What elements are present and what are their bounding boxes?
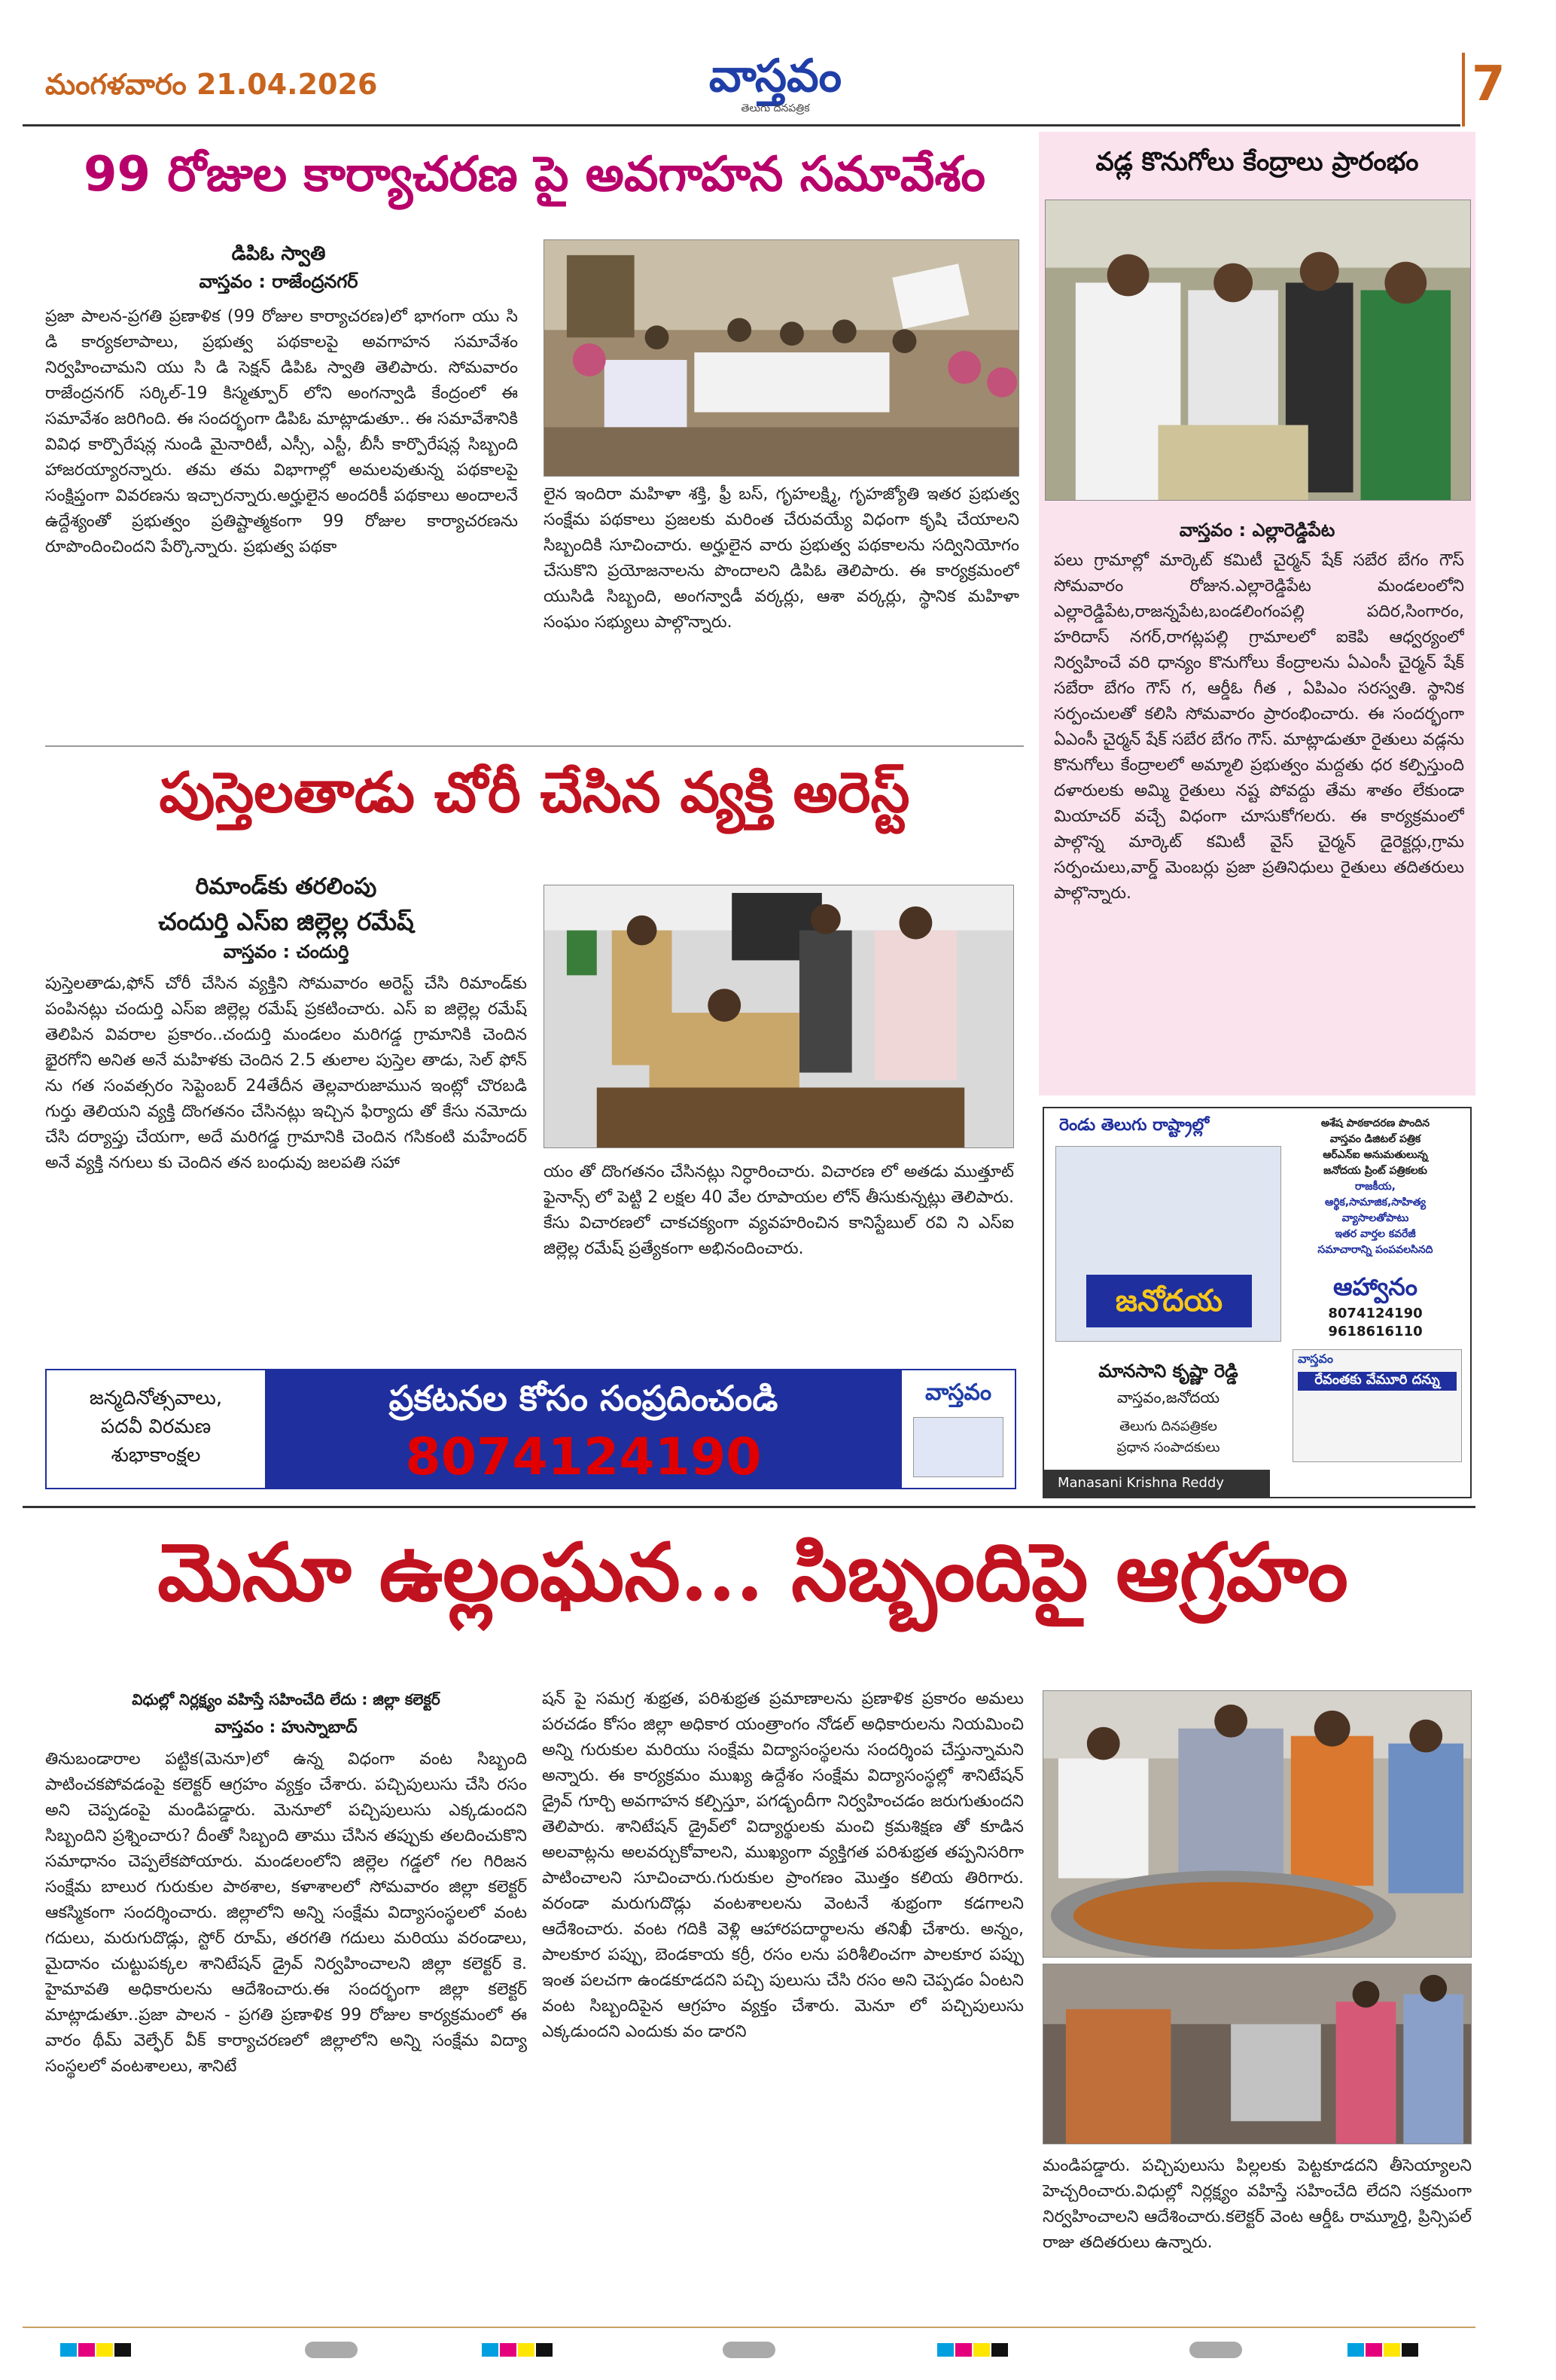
ad-box-line-3: వాస్తవం డిజిటల్ పత్రిక [1329, 1133, 1421, 1145]
story2-photo [1045, 200, 1471, 501]
ad-box-footer: Manasani Krishna Reddy [1044, 1470, 1270, 1497]
ad-box-line-9: ఇతర వార్తల కవరేజీ [1335, 1228, 1416, 1240]
color-registration-strip-2 [482, 2343, 554, 2360]
story2-dateline: వాస్తవం : ఎల్లారెడ్డిపేట [1179, 520, 1335, 541]
ad-banner-logo: వాస్తవం [924, 1379, 992, 1406]
ad-box-editor-name: మానసాని కృష్ణా రెడ్డి [1098, 1361, 1238, 1382]
story4-photo-2 [1043, 1964, 1472, 2144]
ad-banner-left-line-2: పదవీ విరమణ [100, 1416, 212, 1438]
story1-column-2: లైన ఇందిరా మహిళా శక్తి, ఫ్రీ బస్, గృహలక్ష్మి, గృహజ్యోతి ఇతర ప్రభుత్వ సంక్షేమ పథకాలు ప్రజలకు మరింత చేరువయ్యే విధంగా కృషి చేయాలని సిబ్బందికి సూచించారు. అర్హులైన వారు ప్రభుత్వ పథకాలను సద్వినియోగం చేసుకొని ప్రయోజనాలను పొందాలని డిపిఓ తెలిపారు. ఈ కార్యక్రమంలో యుసిడి సిబ్బంది, అంగన్వాడీ వర్కర్లు, ఆశా వర్కర్లు, స్థానిక మహిళా సంఘం సభ్యులు పాల్గొన్నారు. [544, 485, 1019, 632]
story3-headline: పుస్తెలతాడు చోరీ చేసిన వ్యక్తి అరెస్ట్ [159, 760, 910, 825]
ad-box-newspaper-collage [1055, 1146, 1281, 1342]
ad-box-editor-role-2: ప్రధాన సంపాదకులు [1116, 1440, 1220, 1455]
color-registration-strip-4 [1347, 2343, 1420, 2360]
registration-target-1 [305, 2342, 358, 2358]
story3-column-1: పుస్తెలతాడు,ఫోన్ చోరీ చేసిన వ్యక్తిని సోమవారం అరెస్ట్ చేసి రిమాండ్‌కు పంపినట్లు చందుర్తి ఎస్ఐ జిల్లెల్ల రమేష్ ప్రకటించారు. ఎస్ ఐ జిల్లెల్ల రమేష్ తెలిపిన వివరాల ప్రకారం..చందుర్తి మండలం మరిగడ్డ గ్రామానికి చెందిన భైరగోని అనిత అనే మహిళకు చెందిన 2.5 తులాల పుస్తెల తాడు, సెల్ ఫోన్ ను గత సంవత్సరం సెప్టెంబర్ 24తేదీన తెల్లవారుజామున ఇంట్లో చొరబడి గుర్తు తెలియని వ్యక్తి దొంగతనం చేసినట్లు ఇచ్చిన ఫిర్యాదు తో కేసు నమోదు చేసి దర్యాప్తు చేయగా, అదే మరిగడ్డ గ్రామానికి చెందిన గసికంటి మహేందర్ అనే వ్యక్తి నగులు కు చెందిన తన బంధువు జలపతి సహా [45, 974, 527, 1172]
color-registration-strip-1 [60, 2343, 132, 2360]
ad-box-line-6: రాజకీయ, [1355, 1181, 1396, 1193]
story3-column-2: యం తో దొంగతనం చేసినట్లు నిర్ధారించారు. విచారణ లో అతడు ముత్తూట్ ఫైనాన్స్ లో పెట్టి 2 లక్షల 40 వేల రూపాయల లోన్ తీసుకున్నట్లు తెలిపారు. కేసు విచారణలో చాకచక్యంగా వ్యవహరించిన కానిస్టేబుల్ రవి ని ఎస్ఐ జిల్లెల్ల రమేష్ ప్రత్యేకంగా అభినందించారు. [544, 1163, 1014, 1258]
story2-body: పలు గ్రామాల్లో మార్కెట్ కమిటీ చైర్మన్ షేక్ సబేర బేగం గౌస్ సోమవారం రోజున.ఎల్లారెడ్డిపేట మండలంలోని ఎల్లారెడ్డిపేట,రాజన్నపేట,బండలింగంపల్లి పదిర,సింగారం, హరిదాస్ నగర్,రాగట్లపల్లి గ్రామాలలో ఐకెపి ఆధ్వర్యంలో నిర్వహించే వరి ధాన్యం కొనుగోలు కేంద్రాలను ఏఎంసీ చైర్మన్ షేక్ సబేరా బేగం గౌస్ గ, ఆర్డీఓ గీత , ఏపిఎం సరస్వతి. స్థానిక సర్పంచులతో కలిసి సోమవారం ప్రారంభించారు. ఈ సందర్భంగా ఏఎంసీ చైర్మన్ షేక్ సబేర బేగం గౌస్. మాట్లాడుతూ రైతులు వడ్లను కొనుగోలు కేంద్రాలలో అమ్మాలి ప్రభుత్వం మద్దతు ధర కల్పిస్తుంది దళారులకు అమ్మి రైతులు నష్ట పోవద్దు తేమ శాతం లేకుండా మియాచర్ వచ్చే విధంగా చూసుకోగలరు. ఈ కార్యక్రమంలో పాల్గొన్న మార్కెట్ కమిటీ వైస్ చైర్మన్ డైరెక్టర్లు,గ్రామ సర్పంచులు,వార్డ్ మెంబర్లు ప్రజా ప్రతినిధులు రైతులు తదితరులు పాల్గొన్నారు. [1054, 551, 1464, 903]
ad-box-side-title: రేవంతకు వేమూరి దన్ను [1298, 1372, 1457, 1391]
ad-box-janodaya-logo: జనోదయ [1086, 1275, 1252, 1327]
story1-bottom-rule [45, 745, 1024, 747]
story1-dateline: వాస్తవం : రాజేంద్రనగర్ [199, 271, 358, 292]
header-rule [23, 124, 1460, 126]
story1-column-1: ప్రజా పాలన-ప్రగతి ప్రణాళిక (99 రోజుల కార్యాచరణ)లో భాగంగా యు సి డి కార్యకలాపాలు, ప్రభుత్వ పథకాలపై అవగాహన సమావేశం నిర్వహించామని యు సి డి సెక్షన్ డిపిఓ స్వాతి తెలిపారు. సోమవారం రాజేంద్రనగర్ సర్కిల్-19 కిస్మత్పూర్ లోని అంగన్వాడి కేంద్రంలో ఈ సమావేశం జరిగింది. ఈ సందర్భంగా డిపిఓ మాట్లాడుతూ.. ఈ సమావేశానికి వివిధ కార్పొరేషన్ల నుండి మైనారిటీ, ఎస్సీ, ఎస్టీ, బీసీ కార్పొరేషన్ల సిబ్బంది హాజరయ్యారన్నారు. తమ తమ విభాగాల్లో అమలవుతున్న పథకాలపై సంక్షిప్తంగా వివరణను ఇచ్చారన్నారు.అర్హులైన అందరికీ పథకాలు అందాలనే ఉద్దేశ్యంతో ప్రభుత్వం ప్రతిష్టాత్మకంగా 99 రోజుల కార్యాచరణను రూపొందించిందని పేర్కొన్నారు. ప్రభుత్వ పథకా [45, 307, 518, 556]
ad-banner-logo-box [902, 1370, 1015, 1488]
ad-box-line-1: రెండు తెలుగు రాష్ట్రాల్లో [1059, 1116, 1210, 1135]
story4-dateline: వాస్తవం : హుస్నాబాద్ [215, 1718, 358, 1737]
registration-target-3 [1189, 2342, 1242, 2358]
story3-photo [544, 885, 1014, 1148]
story4-headline: మెనూ ఉల్లంఘన... సిబ్బందిపై ఆగ్రహం [157, 1525, 1348, 1619]
masthead-tagline: తెలుగు దినపత్రిక [741, 102, 810, 114]
ad-box-line-4: ఆర్ఎన్ఐ అనుమతులున్న [1323, 1149, 1428, 1161]
ad-box-line-10: సమాచారాన్ని పంపవలసినది [1317, 1244, 1433, 1256]
story4-column-2: షన్ పై సమగ్ర శుభ్రత, పరిశుభ్రత ప్రమాణాలను ప్రణాళిక ప్రకారం అమలు పరచడం కోసం జిల్లా అధికార యంత్రాంగం నోడల్ అధికారులను నియమించి అన్ని గురుకుల మరియు సంక్షేమ విద్యాసంస్థలను సందర్శింప చేస్తున్నామని అన్నారు. ఈ కార్యక్రమం ముఖ్య ఉద్దేశం సంక్షేమ విద్యాసంస్థల్లో శానిటేషన్ డ్రైవ్ గూర్చి అవగాహన కల్పిస్తూ, పగడ్బందీగా నిర్వహించడం జరుగుతుందని తెలిపారు. శానిటేషన్ డ్రైవ్‌లో విద్యార్థులకు మంచి క్రమశిక్షణ తో కూడిన అలవాట్లను అలవర్చుకోవాలని, ముఖ్యంగా వ్యక్తిగత పరిశుభ్రత తప్పనిసరిగా పాటించాలని సూచించారు.గురుకుల ప్రాంగణం మొత్తం కలియ తిరిగారు. వరండా మరుగుదొడ్లు వంటశాలలను వెంటనే శుభ్రంగా కడగాలని ఆదేశించారు. వంట గదికి వెళ్లి ఆహారపదార్థాలను తనిఖీ చేశారు. అన్నం, పాలకూర పప్పు, బెండకాయ కర్రీ, రసం లను పరిశీలించగా పాలకూర పప్పు ఇంత పలచగా ఉండకూడదని పచ్చి పులుసు చేసి రసం అని చెప్పడం ఏంటని వంట సిబ్బందిపైన ఆగ్రహం వ్యక్తం చేశారు. మెనూ లో పచ్చిపులుసు ఎక్కడుందని ఎందుకు వం డారని [542, 1690, 1024, 2041]
ad-box [1043, 1107, 1472, 1498]
masthead-logo: వాస్తవం [708, 50, 842, 102]
ad-banner-title: ప్రకటనల కోసం సంప్రదించండి [388, 1378, 778, 1419]
color-registration-strip-3 [937, 2343, 1009, 2360]
ad-box-right-copy [1285, 1116, 1466, 1258]
ad-banner-main [265, 1370, 902, 1488]
ad-banner-left-line-1: జన్మదినోత్సవాలు, [89, 1387, 223, 1409]
registration-target-2 [723, 2342, 775, 2358]
story3-subhead-2: చందుర్తి ఎస్ఐ జిల్లెల్ల రమేష్ [158, 907, 414, 936]
footer-rule [23, 2327, 1475, 2328]
ad-box-line-2: అశేష పాఠకాదరణ పొందిన [1320, 1117, 1430, 1129]
ad-banner-left-line-3: శుభాకాంక్షల [111, 1444, 201, 1467]
page-date: మంగళవారం 21.04.2026 [45, 68, 378, 101]
ad-box-invite: ఆహ్వానం [1333, 1272, 1417, 1301]
ad-box-line-8: వ్యాసాలతోపాటు [1341, 1212, 1409, 1224]
story1-headline: 99 రోజుల కార్యాచరణ పై అవగాహన సమావేశం [84, 147, 985, 203]
ad-box-line-7: ఆర్థిక,సామాజిక,సాహిత్య [1325, 1196, 1426, 1208]
ad-banner-left [47, 1370, 265, 1488]
mid-page-rule [23, 1506, 1475, 1508]
ad-box-side-clip [1293, 1349, 1462, 1462]
masthead [678, 50, 873, 125]
story2-headline: వడ్ల కొనుగోలు కేంద్రాలు ప్రారంభం [1095, 147, 1419, 177]
ad-box-editor-org: వాస్తవం,జనోదయ [1116, 1388, 1220, 1406]
ad-box-side-logo: వాస్తవం [1298, 1352, 1333, 1366]
story1-photo [544, 239, 1019, 477]
story4-column-3: మండిపడ్డారు. పచ్చిపులుసు పిల్లలకు పెట్టకూడదని తీసెయ్యాలని హెచ్చరించారు.విధుల్లో నిర్లక్ష్యం వహిస్తే సహించేది లేదని సక్రమంగా నిర్వహించాలని ఆదేశించారు.కలెక్టర్ వెంట ఆర్డీఓ రామ్మూర్తి, ప్రిన్సిపల్ రాజు తదితరులు ఉన్నారు. [1043, 2156, 1472, 2252]
ad-box-phone-1: 8074124190 [1328, 1306, 1423, 1321]
ad-banner-thumbnail [913, 1417, 1003, 1477]
ad-box-editor-role-1: తెలుగు దినపత్రికల [1119, 1419, 1217, 1434]
page-number: 7 [1472, 56, 1506, 112]
ad-banner-phone: 8074124190 [405, 1428, 762, 1487]
ad-box-phone-2: 9618616110 [1328, 1324, 1423, 1339]
page-number-divider [1462, 53, 1465, 126]
ad-box-line-5: జనోదయ ప్రింట్ పత్రికలకు [1323, 1165, 1427, 1177]
story3-dateline: వాస్తవం : చందుర్తి [223, 941, 349, 962]
story4-column-1: తినుబండారాల పట్టిక(మెనూ)లో ఉన్న విధంగా వంట సిబ్బంది పాటించకపోవడంపై కలెక్టర్ ఆగ్రహం వ్యక్తం చేశారు. పచ్చిపులుసు చేసి రసం అని చెప్పడంపై మండిపడ్డారు. మెనూలో పచ్చిపులుసు ఎక్కడుందని సిబ్బందిని ప్రశ్నించారు? దీంతో సిబ్బంది తాము చేసిన తప్పుకు తలదించుకొని సమాధానం చెప్పలేకపోయారు. మండలంలోని జిల్లెల గడ్డలో గల గిరిజన సంక్షేమ బాలుర గురుకుల పాఠశాల, కళాశాలలో సోమవారం జిల్లా కలెక్టర్ ఆకస్మికంగా సందర్శించారు. జిల్లాలోని అన్ని సంక్షేమ విద్యాసంస్థలలో వంట గదులు, మరుగుదొడ్లు, స్టోర్ రూమ్, తరగతి గదులు మరియు వరండాలు, మైదానం చుట్టుపక్కల శానిటేషన్ డ్రైవ్ నిర్వహించాలని జిల్లా కలెక్టర్ కె. హైమావతి అధికారులను ఆదేశించారు.ఈ సందర్భంగా జిల్లా కలెక్టర్ మాట్లాడుతూ..ప్రజా పాలన - ప్రగతి ప్రణాళిక 99 రోజుల కార్యక్రమంలో ఈ వారం థీమ్ వెల్ఫేర్ వీక్ కార్యాచరణలో జిల్లాలోని అన్ని సంక్షేమ విద్యా సంస్థలలో వంటశాలలు, శానిటే [45, 1750, 527, 2076]
ad-banner [45, 1369, 1016, 1489]
story3-subhead-1: రిమాండ్‌కు తరలింపు [195, 873, 377, 900]
story4-photo-1 [1043, 1690, 1472, 1958]
story4-subhead: విధుల్లో నిర్లక్ష్యం వహిస్తే సహించేది లేదు : జిల్లా కలెక్టర్ [132, 1690, 440, 1708]
story1-byline: డిపిఓ స్వాతి [231, 242, 326, 265]
